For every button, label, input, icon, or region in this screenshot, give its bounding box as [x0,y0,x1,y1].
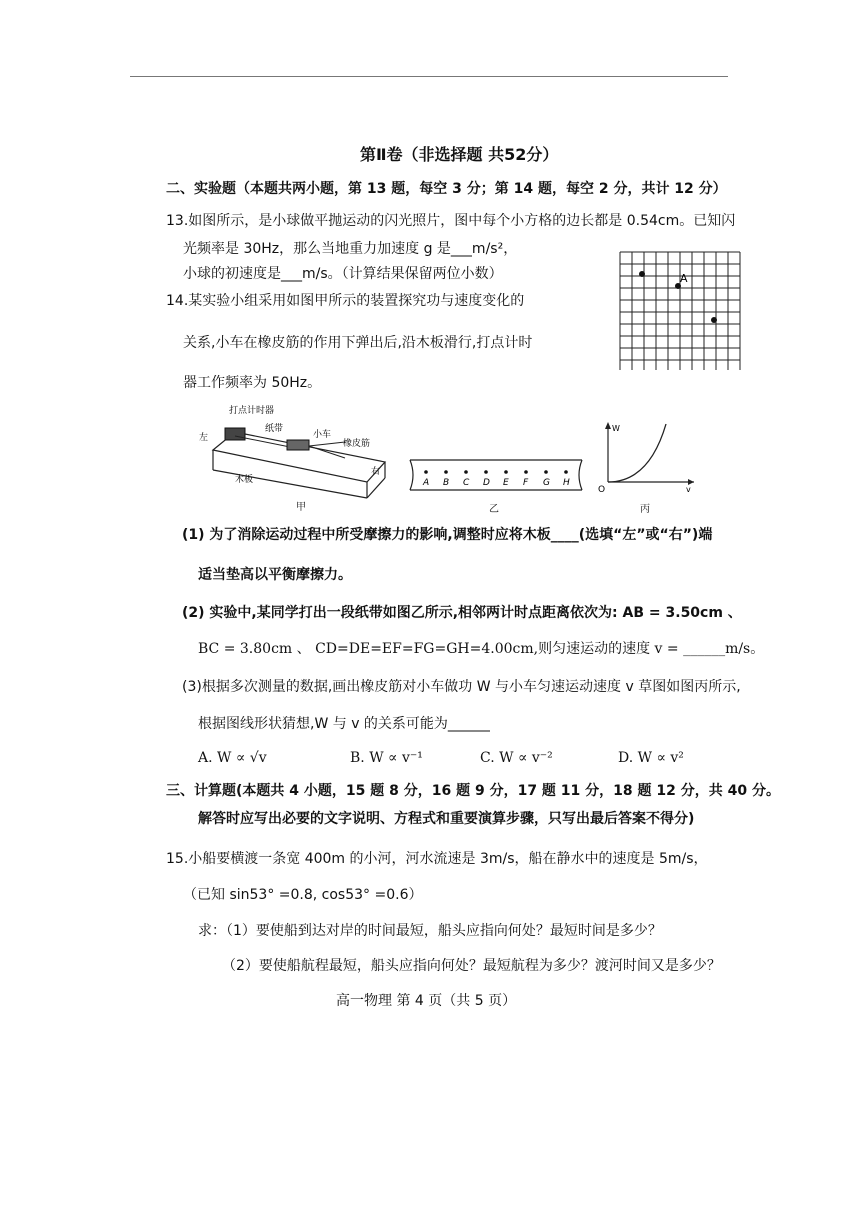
caption-jia: 甲 [296,502,306,513]
caption-yi: 乙 [489,504,499,515]
label-cart: 小车 [313,430,332,440]
part2-heading: 二、实验题（本题共两小题，第 13 题，每空 3 分；第 14 题，每空 2 分，共计 12 分） [166,181,727,197]
tape-label-c: C [463,478,470,488]
ball-position-1 [639,271,645,277]
q14-sub2-a: (2) 实验中,某同学打出一段纸带如图乙所示,相邻两计时点距离依次为: AB = 3.50cm 、 [182,605,742,621]
q14-sub2-b: BC = 3.80cm 、 CD=DE=EF=FG=GH=4.00cm,则匀速运动的速度 v = ______m/s。 [198,641,765,657]
tape-label-h: H [563,478,570,488]
label-right: 右 [371,467,381,477]
q14-line2: 关系,小车在橡皮筋的作用下弹出后,沿木板滑行,打点计时 [183,335,533,351]
label-band: 橡皮筋 [343,439,371,449]
label-tape: 纸带 [265,424,284,434]
q14-sub1-a: (1) 为了消除运动过程中所受摩擦力的影响,调整时应将木板____(选填“左”或“右”)端 [182,527,713,543]
tape-dot-c [464,470,468,474]
tape-dot-e [504,470,508,474]
tape-dot-d [484,470,488,474]
q13-line2: 光频率是 30Hz，那么当地重力加速度 g 是___m/s²， [183,241,518,257]
label-board: 木板 [235,475,254,485]
q14-line3: 器工作频率为 50Hz。 [183,375,322,391]
q15-line3: 求：（1）要使船到达对岸的时间最短，船头应指向何处？最短时间是多少？ [198,923,662,939]
header-rule [130,76,728,77]
tape-label-d: D [483,478,490,488]
part3-heading: 三、计算题(本题共 4 小题，15 题 8 分，16 题 9 分，17 题 11 分，18 题 12 分，共 40 分。 [166,783,780,799]
page-footer: 高一物理 第 4 页（共 5 页） [336,993,517,1009]
label-left: 左 [199,433,209,443]
caption-bing: 丙 [640,504,650,515]
option-b: B. W ∝ v⁻¹ [350,750,423,766]
tape-dot-f [524,470,528,474]
timer-device [225,428,245,440]
figure-w-v-graph [594,420,698,496]
q15-line4: （2）要使船航程最短，船头应指向何处？最短航程为多少？渡河时间又是多少？ [222,958,721,974]
tape-label-a: A [423,478,430,488]
q14-line1: 14.某实验小组采用如图甲所示的装置探究功与速度变化的 [166,293,525,309]
q13-line3: 小球的初速度是___m/s。（计算结果保留两位小数） [183,266,503,282]
q13-line1: 13.如图所示，是小球做平抛运动的闪光照片，图中每个小方格的边长都是 0.54cm。已知闪 [166,213,736,229]
q14-sub1-b: 适当垫高以平衡摩擦力。 [198,567,352,583]
section-title: 第Ⅱ卷（非选择题 共52分） [360,145,559,164]
cart [287,440,309,450]
tape-label-g: G [543,478,550,488]
q15-line1: 15.小船要横渡一条宽 400m 的小河，河水流速是 3m/s，船在静水中的速度是 5m/s， [166,851,708,867]
axis-label-w: W [612,424,620,433]
flash-photo-grid [618,250,742,370]
option-a: A. W ∝ √v [198,750,267,766]
option-d: D. W ∝ v² [618,750,684,766]
tape-dot-h [564,470,568,474]
figure-tape [408,456,584,496]
tape-label-b: B [443,478,450,488]
label-timer: 打点计时器 [229,406,275,416]
tape-label-f: F [523,478,529,488]
ball-position-3 [711,317,717,323]
tape-label-e: E [503,478,509,488]
axis-label-v: v [686,485,691,494]
part3-note: 解答时应写出必要的文字说明、方程式和重要演算步骤，只写出最后答案不得分) [198,811,695,827]
q14-sub3-b: 根据图线形状猜想,W 与 v 的关系可能为______ [198,716,490,732]
tape-dot-a [424,470,428,474]
figure-apparatus [195,402,395,502]
q15-line2: （已知 sin53° =0.8, cos53° =0.6） [183,887,423,903]
grid-label-a: A [680,272,688,285]
origin-label: O [598,485,606,495]
option-c: C. W ∝ v⁻² [480,750,553,766]
q14-sub3-a: (3)根据多次测量的数据,画出橡皮筋对小车做功 W 与小车匀速运动速度 v 草图如图丙所示, [182,679,741,695]
tape-dot-g [544,470,548,474]
tape-dot-b [444,470,448,474]
